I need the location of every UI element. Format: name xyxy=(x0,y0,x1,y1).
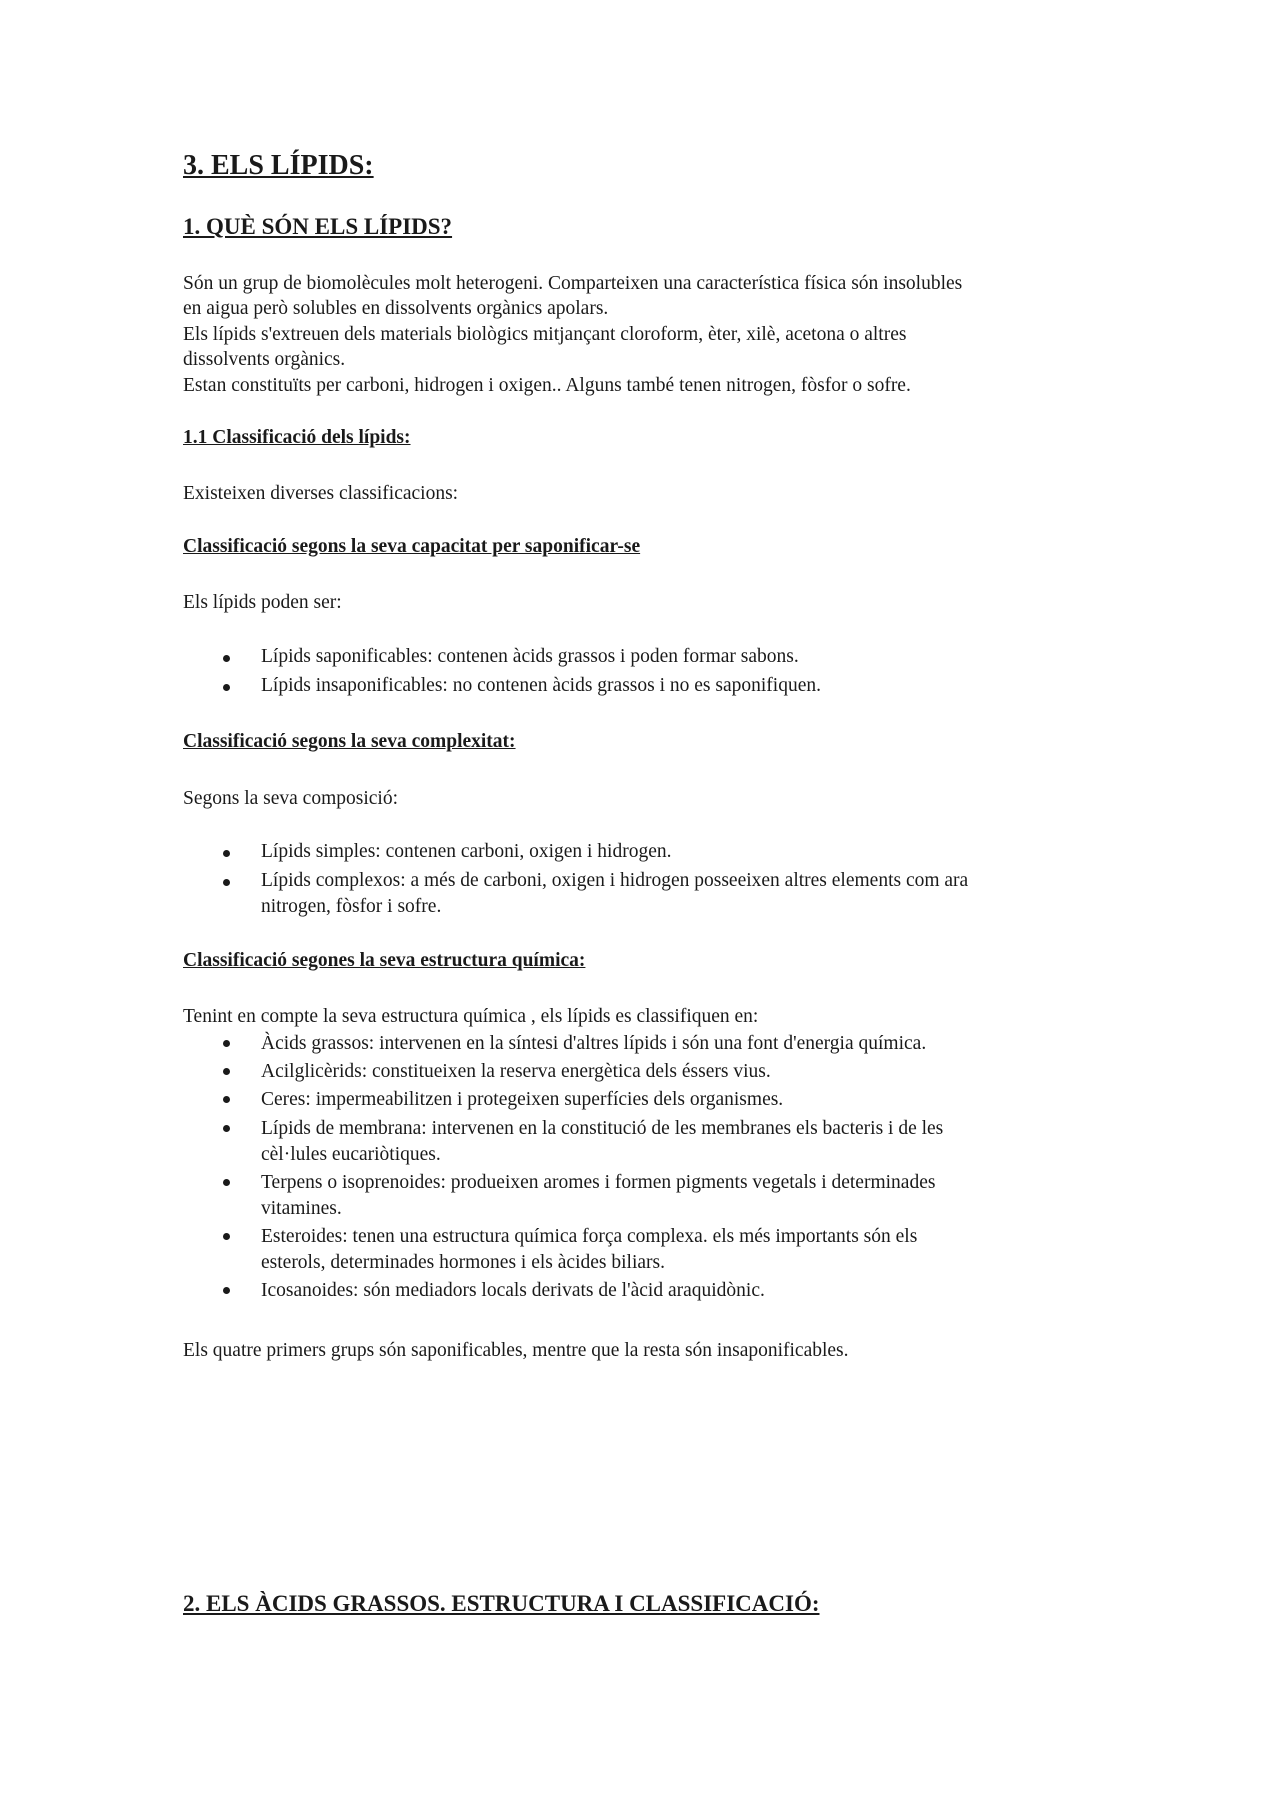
complexity-intro: Segons la seva composició: xyxy=(183,788,399,809)
list-item: Terpens o isoprenoides: produeixen aromes i formen pigments vegetals i determinades xyxy=(261,1172,936,1193)
bullet xyxy=(223,684,230,691)
bullet xyxy=(223,1287,230,1294)
list-item-continuation: nitrogen, fòsfor i sofre. xyxy=(261,896,442,917)
structure-intro: Tenint en compte la seva estructura química , els lípids es classifiquen en: xyxy=(183,1006,759,1027)
bullet xyxy=(223,1179,230,1186)
subsection-heading: 1.1 Classificació dels lípids: xyxy=(183,427,411,448)
bullet xyxy=(223,1125,230,1132)
bullet xyxy=(223,1096,230,1103)
list-item: Icosanoides: són mediadors locals derivats de l'àcid araquidònic. xyxy=(261,1280,765,1301)
list-item: Acilglicèrids: constitueixen la reserva energètica dels éssers vius. xyxy=(261,1061,771,1082)
complexity-heading: Classificació segons la seva complexitat: xyxy=(183,731,516,752)
list-item: Lípids insaponificables: no contenen àcids grassos i no es saponifiquen. xyxy=(261,675,821,696)
list-item: Esteroides: tenen una estructura química força complexa. els més importants són els xyxy=(261,1226,918,1247)
structure-conclusion: Els quatre primers grups són saponificables, mentre que la resta són insaponificables. xyxy=(183,1340,849,1361)
bullet xyxy=(223,850,230,857)
list-item: Lípids de membrana: intervenen en la constitució de les membranes els bacteris i de les xyxy=(261,1118,944,1139)
list-item-continuation: esterols, determinades hormones i els àcides biliars. xyxy=(261,1252,665,1273)
section1-heading: 1. QUÈ SÓN ELS LÍPIDS? xyxy=(183,214,453,239)
bullet xyxy=(223,1040,230,1047)
saponify-heading: Classificació segons la seva capacitat per saponificar-se xyxy=(183,536,641,557)
bullet xyxy=(223,1233,230,1240)
paragraph-line: Són un grup de biomolècules molt heterogeni. Comparteixen una característica física són insolubles xyxy=(183,273,963,294)
bullet xyxy=(223,879,230,886)
list-item-continuation: vitamines. xyxy=(261,1198,342,1219)
list-item: Lípids simples: contenen carboni, oxigen i hidrogen. xyxy=(261,841,672,862)
saponify-intro: Els lípids poden ser: xyxy=(183,592,342,613)
section2-heading: 2. ELS ÀCIDS GRASSOS. ESTRUCTURA I CLASSIFICACIÓ: xyxy=(183,1591,820,1616)
paragraph-line: Estan constituïts per carboni, hidrogen i oxigen.. Alguns també tenen nitrogen, fòsfor o sofre. xyxy=(183,375,911,396)
list-item: Àcids grassos: intervenen en la síntesi d'altres lípids i són una font d'energia química. xyxy=(261,1033,927,1054)
list-item: Ceres: impermeabilitzen i protegeixen superfícies dels organismes. xyxy=(261,1089,784,1110)
bullet xyxy=(223,1068,230,1075)
list-item: Lípids saponificables: contenen àcids grassos i poden formar sabons. xyxy=(261,646,799,667)
bullet xyxy=(223,655,230,662)
page-title: 3. ELS LÍPIDS: xyxy=(183,150,374,181)
paragraph-line: Els lípids s'extreuen dels materials biològics mitjançant cloroform, èter, xilè, acetona o altres xyxy=(183,324,907,345)
list-item-continuation: cèl·lules eucariòtiques. xyxy=(261,1144,441,1165)
list-item: Lípids complexos: a més de carboni, oxigen i hidrogen posseeixen altres elements com ara xyxy=(261,870,969,891)
structure-heading: Classificació segones la seva estructura química: xyxy=(183,950,586,971)
paragraph-line: dissolvents orgànics. xyxy=(183,349,346,370)
subsection-intro: Existeixen diverses classificacions: xyxy=(183,483,459,504)
paragraph-line: en aigua però solubles en dissolvents orgànics apolars. xyxy=(183,298,609,319)
